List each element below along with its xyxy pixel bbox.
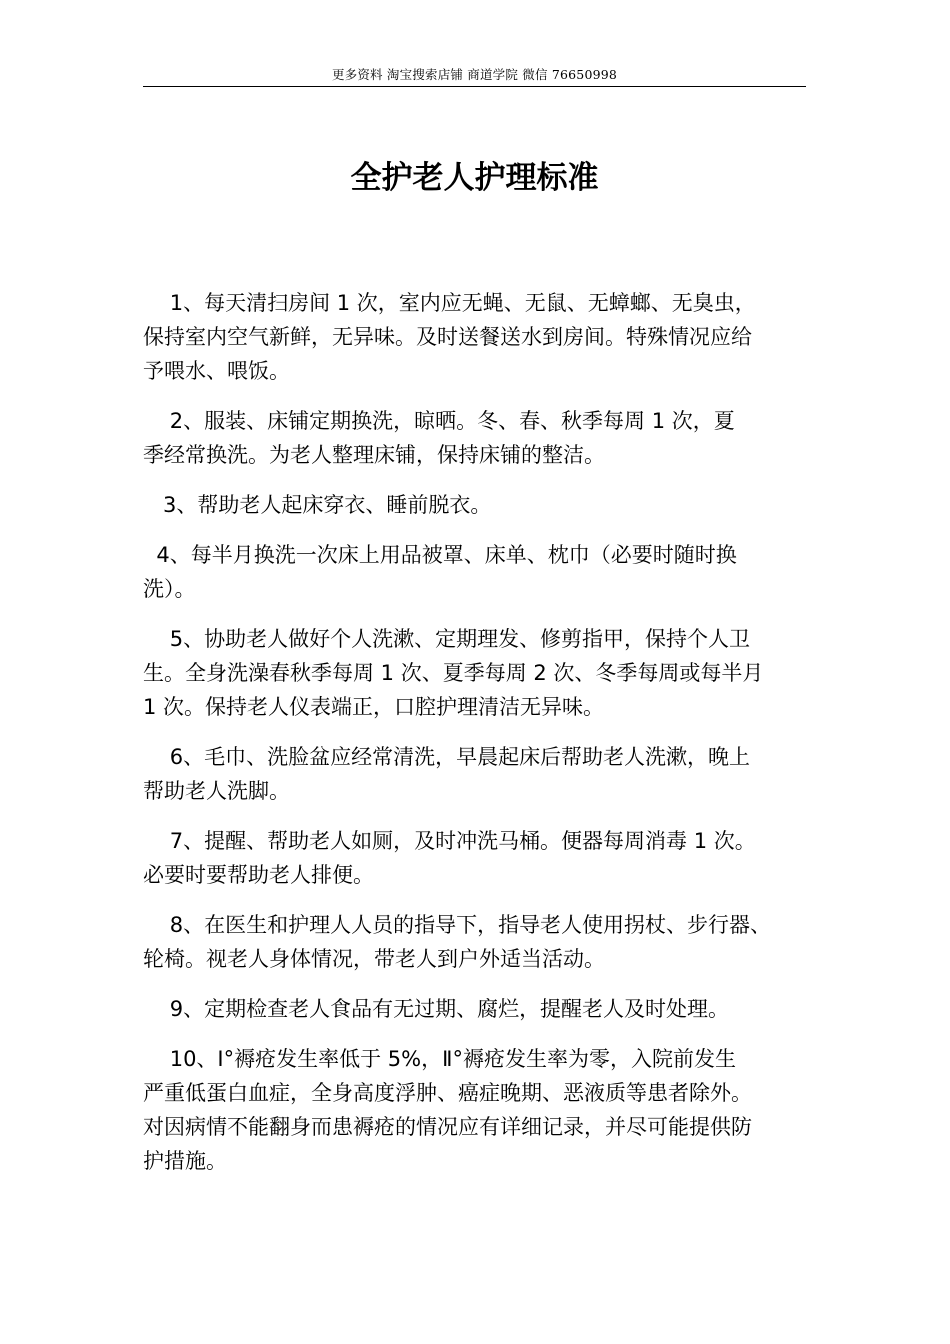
paragraph-line: 季经常换洗。为老人整理床铺，保持床铺的整洁。 xyxy=(143,443,605,467)
paragraph-line: 必要时要帮助老人排便。 xyxy=(143,863,374,887)
paragraph-line: 护措施。 xyxy=(143,1149,227,1173)
list-item xyxy=(143,992,808,1026)
list-item xyxy=(143,488,808,522)
list-item xyxy=(143,286,808,388)
paragraph-line: 生。全身洗澡春秋季每周 1 次、夏季每周 2 次、冬季每周或每半月 xyxy=(143,661,764,685)
list-item xyxy=(143,1042,808,1178)
list-item xyxy=(143,404,808,472)
paragraph-line: 保持室内空气新鲜，无异味。及时送餐送水到房间。特殊情况应给 xyxy=(143,325,752,349)
paragraph-line: 1、每天清扫房间 1 次，室内应无蝇、无鼠、无蟑螂、无臭虫， xyxy=(143,291,756,315)
list-item xyxy=(143,908,808,976)
paragraph-line: 严重低蛋白血症，全身高度浮肿、癌症晚期、恶液质等患者除外。 xyxy=(143,1081,752,1105)
paragraph-line: 6、毛巾、洗脸盆应经常清洗，早晨起床后帮助老人洗漱，晚上 xyxy=(143,745,751,769)
paragraph-line: 4、每半月换洗一次床上用品被罩、床单、枕巾（必要时随时换 xyxy=(143,543,737,567)
paragraph-line: 7、提醒、帮助老人如厕，及时冲洗马桶。便器每周消毒 1 次。 xyxy=(143,829,756,853)
paragraph-line: 8、在医生和护理人人员的指导下，指导老人使用拐杖、步行器、 xyxy=(143,913,772,937)
paragraph-line: 3、帮助老人起床穿衣、睡前脱衣。 xyxy=(143,493,492,517)
paragraph-line: 1 次。保持老人仪表端正，口腔护理清洁无异味。 xyxy=(143,695,605,719)
page-header xyxy=(143,64,806,87)
list-item xyxy=(143,538,808,606)
list-item xyxy=(143,740,808,808)
document-title: 全护老人护理标准 xyxy=(350,160,599,196)
paragraph-line: 2、服装、床铺定期换洗，晾晒。冬、春、秋季每周 1 次，夏 xyxy=(143,409,735,433)
paragraph-line: 10、I°褥疮发生率低于 5%，Ⅱ°褥疮发生率为零，入院前发生 xyxy=(143,1047,736,1071)
paragraph-line: 9、定期检查老人食品有无过期、腐烂，提醒老人及时处理。 xyxy=(143,997,730,1021)
paragraph-line: 洗）。 xyxy=(143,577,196,601)
list-item xyxy=(143,622,808,724)
paragraph-line: 轮椅。视老人身体情况，带老人到户外适当活动。 xyxy=(143,947,605,971)
paragraph-line: 帮助老人洗脚。 xyxy=(143,779,290,803)
paragraph-line: 5、协助老人做好个人洗漱、定期理发、修剪指甲，保持个人卫 xyxy=(143,627,751,651)
paragraph-line: 予喂水、喂饭。 xyxy=(143,359,290,383)
document-body xyxy=(143,286,808,1194)
header-text: 更多资料 淘宝搜索店铺 商道学院 微信 76650998 xyxy=(331,67,618,82)
list-item xyxy=(143,824,808,892)
paragraph-line: 对因病情不能翻身而患褥疮的情况应有详细记录，并尽可能提供防 xyxy=(143,1115,752,1139)
